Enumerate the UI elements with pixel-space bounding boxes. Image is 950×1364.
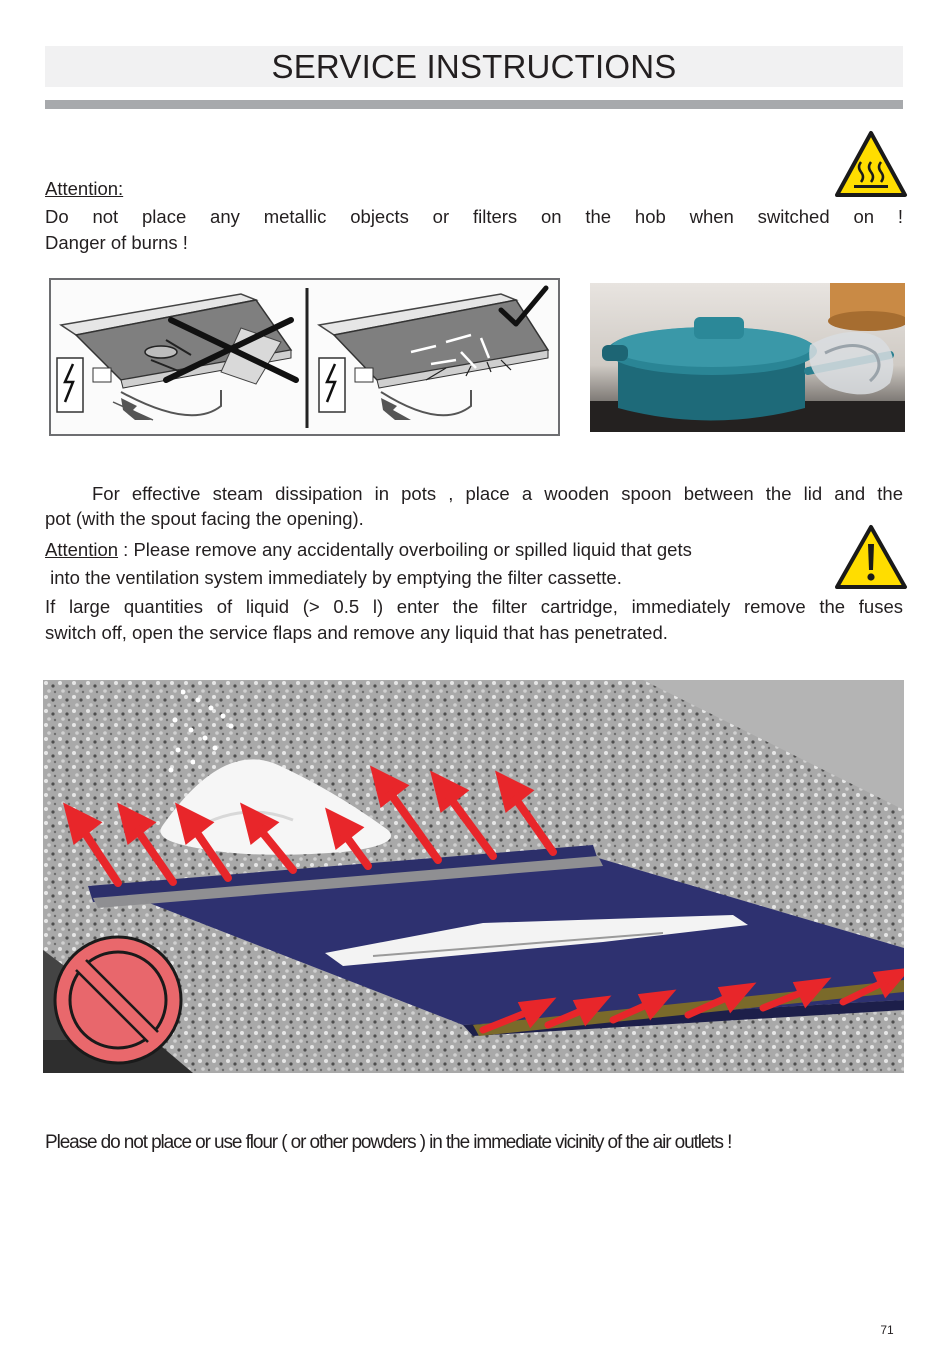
exclamation-warning-icon [834, 524, 908, 590]
warning1-line1: Do not place any metallic objects or filters on the hob when switched on ! [45, 206, 903, 227]
title-rule [45, 100, 903, 109]
hob-line-drawing [51, 280, 558, 434]
warning2-line1-rest: : Please remove any accidentally overboiling or spilled liquid that gets [118, 539, 692, 560]
page-number: 71 [880, 1323, 894, 1337]
warning2-line3: If large quantities of liquid (> 0.5 l) enter the filter cartridge, immediately remove the fuses [45, 596, 903, 617]
wrong-usage-scene [57, 294, 296, 420]
correct-usage-scene [319, 288, 548, 420]
hob-illustration-panel [49, 278, 560, 436]
pot-with-spoon-photo [590, 283, 905, 432]
steam-line2: pot (with the spout facing the opening). [45, 508, 364, 529]
flour-caption: Please do not place or use flour ( or other powders ) in the immediate vicinity of the air outlets ! [45, 1132, 732, 1153]
pot-drawing [590, 283, 905, 432]
warning1-line2: Danger of burns ! [45, 232, 188, 253]
flour-near-air-outlets-photo [43, 680, 904, 1073]
warning2-line4: switch off, open the service flaps and remove any liquid that has penetrated. [45, 622, 668, 643]
warning2-line1 [45, 537, 692, 563]
page-title: SERVICE INSTRUCTIONS [271, 48, 677, 85]
prohibition-sign-icon [55, 937, 181, 1063]
attention-label-2: Attention [45, 539, 119, 560]
steam-line1: For effective steam dissipation in pots , place a wooden spoon between the lid and the [92, 483, 903, 504]
attention-label-1: Attention: [45, 178, 124, 199]
warning2-line2: into the ventilation system immediately by emptying the filter cassette. [45, 567, 622, 588]
hob-flour-drawing [43, 680, 904, 1073]
hot-surface-warning-icon [834, 130, 908, 198]
